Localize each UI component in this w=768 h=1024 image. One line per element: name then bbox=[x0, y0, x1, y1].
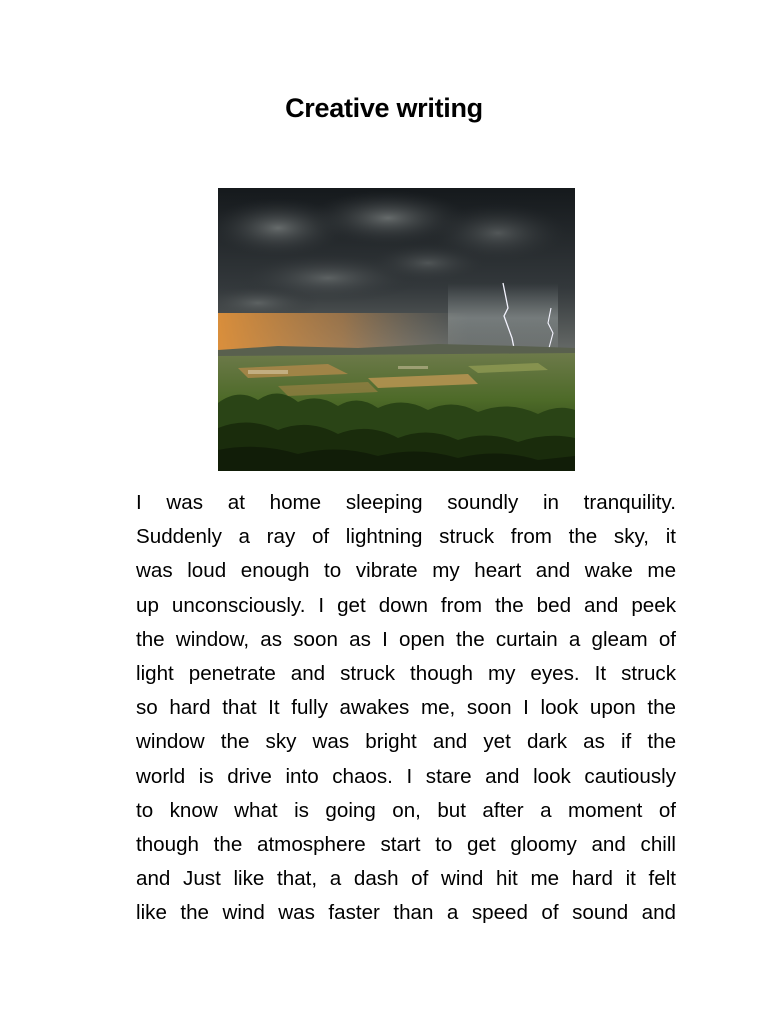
paragraph-line: to know what is going on, but after a moment of bbox=[136, 798, 677, 822]
page-title: Creative writing bbox=[285, 93, 483, 123]
paragraph-line: the window, as soon as I open the curtain a gleam of bbox=[136, 627, 676, 651]
paragraph-line: and Just like that, a dash of wind hit me hard it felt bbox=[136, 867, 677, 891]
paragraph-line: window the sky was bright and yet dark as if the bbox=[136, 730, 677, 754]
paragraph-line: though the atmosphere start to get gloomy and chill bbox=[136, 833, 676, 857]
storm-landscape-photo bbox=[218, 188, 575, 471]
paragraph-line: world is drive into chaos. I stare and look cautiously bbox=[136, 764, 676, 788]
paragraph-line: I was at home sleeping soundly in tranquility. bbox=[136, 491, 676, 514]
paragraph-line: was loud enough to vibrate my heart and wake me bbox=[136, 559, 677, 583]
paragraph-line: Suddenly a ray of lightning struck from the sky, it bbox=[136, 525, 676, 549]
paragraph-line: light penetrate and struck though my eyes. It struck bbox=[136, 662, 676, 686]
paragraph-line: up unconsciously. I get down from the bed and peek bbox=[136, 593, 676, 617]
paragraph-line: like the wind was faster than a speed of sound and bbox=[136, 901, 677, 925]
paragraph-line: so hard that It fully awakes me, soon I look upon the bbox=[136, 696, 676, 720]
story-paragraph bbox=[136, 486, 676, 931]
